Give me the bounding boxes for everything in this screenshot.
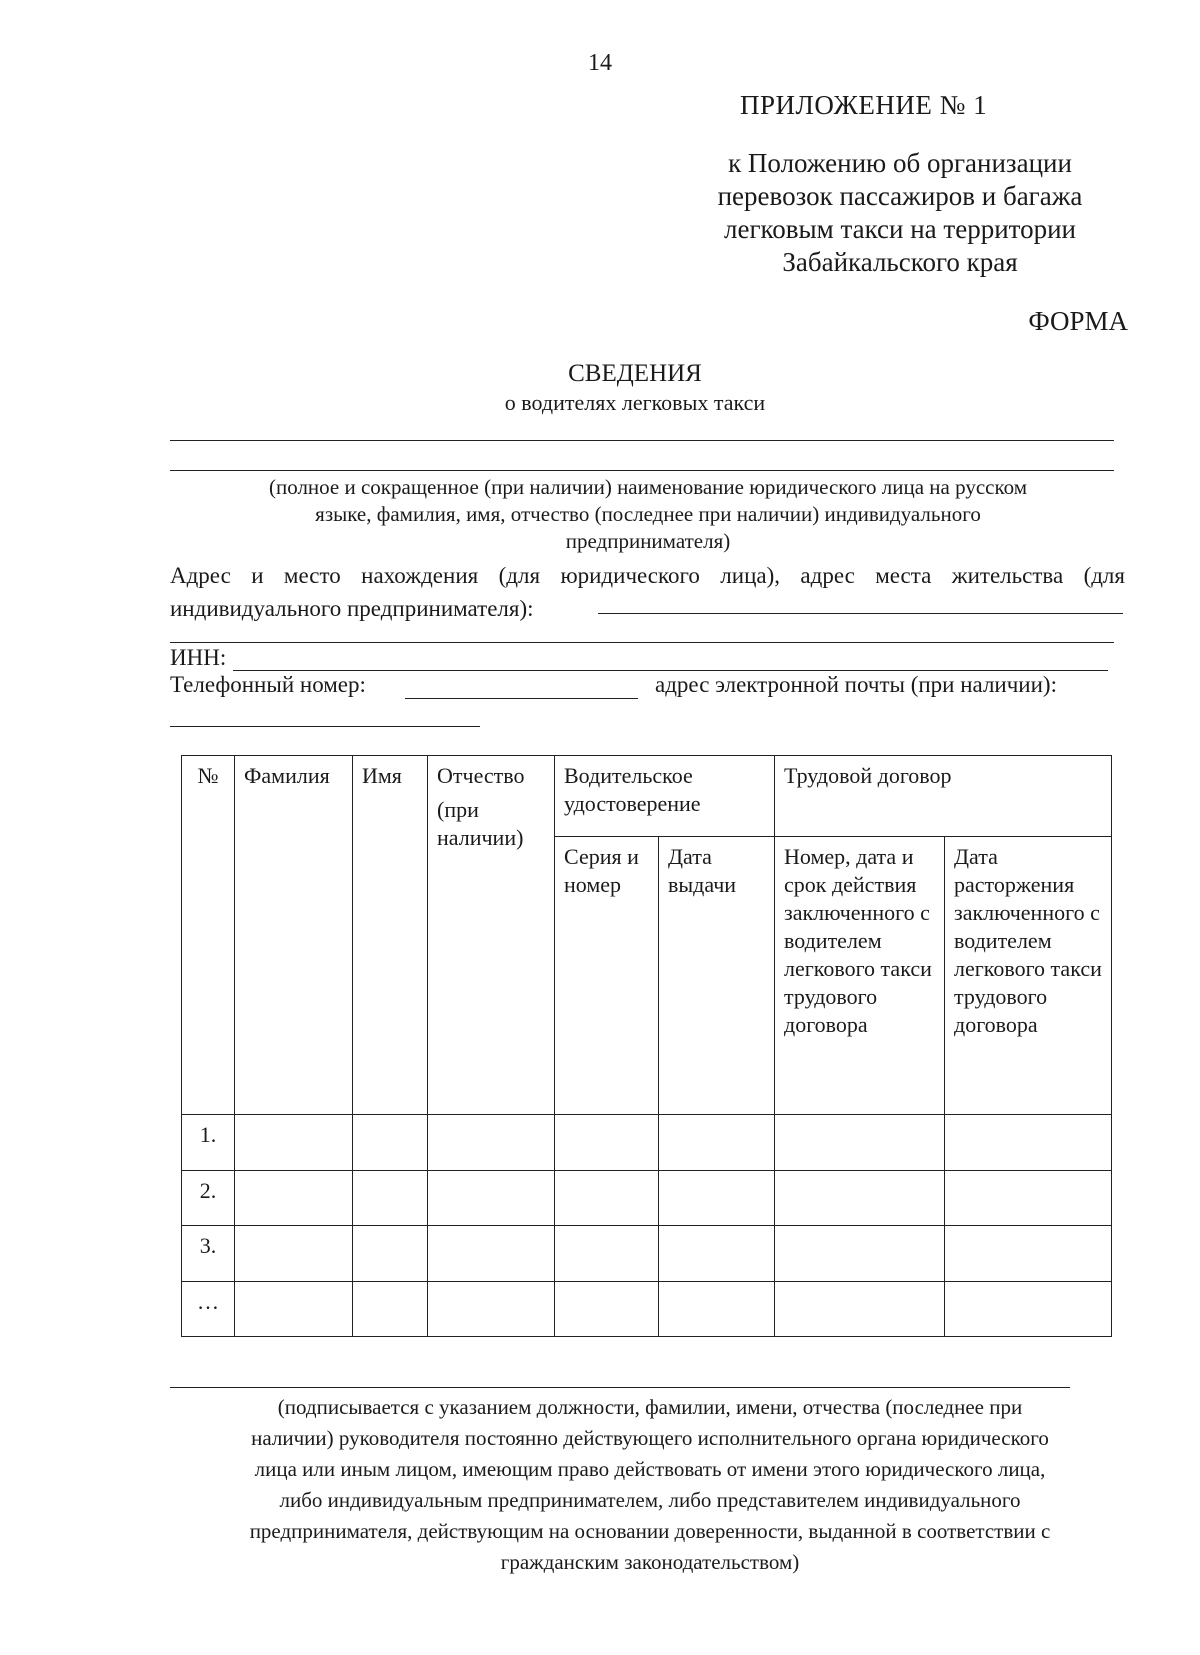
- annex-reference: [600, 147, 1200, 279]
- phone-label: Телефонный номер:: [170, 672, 366, 697]
- signature-caption: [150, 1392, 1150, 1578]
- address-input-line-2[interactable]: [170, 642, 1114, 643]
- table-cell[interactable]: [945, 1115, 1112, 1170]
- table-cell[interactable]: [353, 1115, 428, 1170]
- table-cell[interactable]: [775, 1226, 945, 1281]
- table-cell[interactable]: [353, 1226, 428, 1281]
- page-number: 14: [588, 50, 612, 76]
- col-header-contract: Трудовой договор: [775, 756, 1112, 837]
- form-label: ФОРМА: [1028, 306, 1128, 336]
- table-cell[interactable]: [235, 1170, 353, 1225]
- table-row: [182, 1281, 1112, 1336]
- drivers-table: [181, 755, 1112, 1337]
- signature-line[interactable]: [170, 1387, 1070, 1388]
- row-number: 3.: [182, 1226, 235, 1281]
- annex-ref-line: легковым такси на территории: [723, 214, 1076, 244]
- table-cell[interactable]: [659, 1115, 775, 1170]
- table-cell[interactable]: [945, 1226, 1112, 1281]
- table-cell[interactable]: [353, 1170, 428, 1225]
- col-header-license: Водительское удостоверение: [555, 756, 775, 837]
- col-header-num: №: [182, 756, 235, 1115]
- phone-input-line[interactable]: [405, 698, 638, 699]
- table-cell[interactable]: [428, 1170, 555, 1225]
- document-title: СВЕДЕНИЯ: [568, 360, 702, 387]
- table-cell[interactable]: [945, 1281, 1112, 1336]
- table-cell[interactable]: [428, 1115, 555, 1170]
- table-cell[interactable]: [775, 1115, 945, 1170]
- table-cell[interactable]: [659, 1226, 775, 1281]
- entity-name-line-2[interactable]: [170, 470, 1114, 471]
- table-cell[interactable]: [235, 1226, 353, 1281]
- col-header-patronymic: [428, 756, 555, 1115]
- row-number: 1.: [182, 1115, 235, 1170]
- annex-ref-line: перевозок пассажиров и багажа: [717, 181, 1083, 211]
- col-header-license-series: Серия и номер: [555, 836, 659, 1115]
- email-input-line[interactable]: [170, 726, 480, 727]
- table-cell[interactable]: [428, 1226, 555, 1281]
- caption-line: предпринимателя, действующим на основании доверенности, выданной в соответствии с: [249, 1519, 1051, 1543]
- caption-line: либо индивидуальным предпринимателем, либо представителем индивидуального: [279, 1488, 1021, 1512]
- caption-line: предпринимателя): [565, 529, 731, 553]
- col-header-surname: Фамилия: [235, 756, 353, 1115]
- caption-line: гражданским законодательством): [500, 1550, 800, 1574]
- caption-line: (полное и сокращенное (при наличии) наименование юридического лица на русском: [268, 475, 1028, 499]
- col-header-contract-number: Номер, дата и срок действия заключенного с водителем легкового такси трудового договора: [775, 836, 945, 1115]
- table-cell[interactable]: [555, 1281, 659, 1336]
- table-row: [182, 1115, 1112, 1170]
- table-cell[interactable]: [428, 1281, 555, 1336]
- table-cell[interactable]: [659, 1281, 775, 1336]
- table-row: [182, 1170, 1112, 1225]
- patronymic-label: Отчество: [437, 763, 525, 788]
- inn-input-line[interactable]: [233, 670, 1108, 671]
- table-cell[interactable]: [775, 1170, 945, 1225]
- col-header-license-date: Дата выдачи: [659, 836, 775, 1115]
- table-cell[interactable]: [235, 1281, 353, 1336]
- inn-label: ИНН:: [170, 645, 227, 670]
- row-number: 2.: [182, 1170, 235, 1225]
- table-cell[interactable]: [555, 1170, 659, 1225]
- table-cell[interactable]: [235, 1115, 353, 1170]
- entity-name-caption: [168, 474, 1128, 555]
- table-cell[interactable]: [659, 1170, 775, 1225]
- table-cell[interactable]: [555, 1115, 659, 1170]
- table-cell[interactable]: [945, 1170, 1112, 1225]
- address-input-line-1[interactable]: [598, 613, 1123, 614]
- row-number: …: [182, 1281, 235, 1336]
- annex-title: ПРИЛОЖЕНИЕ № 1: [740, 90, 988, 120]
- caption-line: наличии) руководителя постоянно действующего исполнительного органа юридического: [251, 1426, 1049, 1450]
- col-header-contract-termination: Дата расторжения заключенного с водителем легкового такси трудового договора: [945, 836, 1112, 1115]
- table-cell[interactable]: [555, 1226, 659, 1281]
- table-cell[interactable]: [353, 1281, 428, 1336]
- caption-line: лица или иным лицом, имеющим право действовать от имени этого юридического лица,: [254, 1457, 1046, 1481]
- email-label: адрес электронной почты (при наличии):: [655, 672, 1057, 697]
- address-label: Адрес и место нахождения (для юридического лица), адрес места жительства (для индивидуального предпринимателя):: [170, 563, 1125, 621]
- document-subtitle: о водителях легковых такси: [504, 390, 766, 415]
- caption-line: (подписывается с указанием должности, фамилии, имени, отчества (последнее при: [277, 1395, 1023, 1419]
- annex-ref-line: к Положению об организации: [728, 148, 1072, 178]
- entity-name-line-1[interactable]: [170, 440, 1114, 441]
- table-cell[interactable]: [775, 1281, 945, 1336]
- caption-line: языке, фамилия, имя, отчество (последнее при наличии) индивидуального: [315, 502, 981, 526]
- table-row: [182, 1226, 1112, 1281]
- patronymic-note: (при наличии): [437, 797, 524, 850]
- annex-ref-line: Забайкальского края: [782, 247, 1018, 277]
- col-header-name: Имя: [353, 756, 428, 1115]
